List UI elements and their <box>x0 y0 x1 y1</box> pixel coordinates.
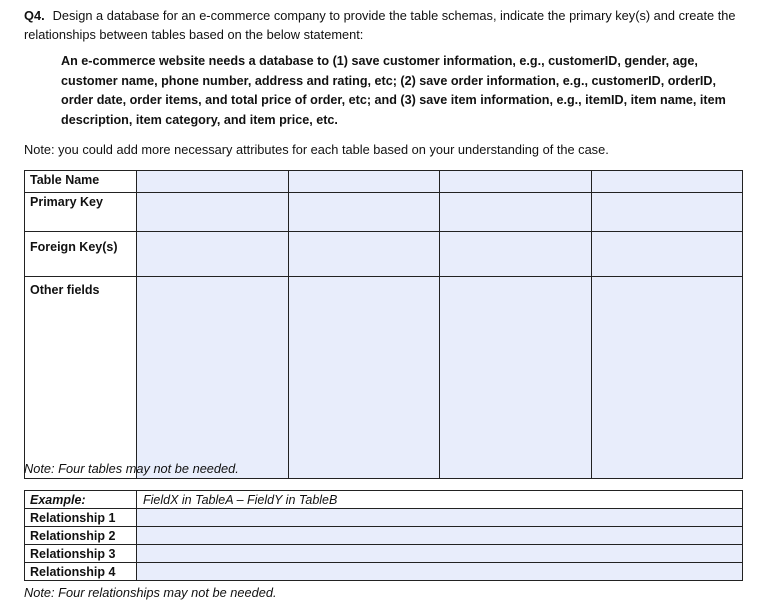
relationship-cell-1[interactable] <box>137 509 743 527</box>
relationships-grid <box>24 490 743 581</box>
relationship-label-3: Relationship 3 <box>25 545 137 563</box>
other-fields-cell-3[interactable] <box>440 277 592 479</box>
primary-key-cell-1[interactable] <box>137 193 289 232</box>
relationship-example-row <box>25 491 743 509</box>
table-row-primary-key <box>25 193 743 232</box>
other-fields-cell-4[interactable] <box>591 277 743 479</box>
table-name-cell-4[interactable] <box>591 171 743 193</box>
note-attributes: Note: you could add more necessary attributes for each table based on your understanding of the case. <box>24 142 609 157</box>
primary-key-cell-2[interactable] <box>288 193 440 232</box>
note-relationships: Note: Four relationships may not be needed. <box>24 585 277 600</box>
relationship-label-1: Relationship 1 <box>25 509 137 527</box>
other-fields-cell-2[interactable] <box>288 277 440 479</box>
table-schema-grid <box>24 170 743 479</box>
other-fields-cell-1[interactable] <box>137 277 289 479</box>
relationship-row-2 <box>25 527 743 545</box>
question-number: Q4. <box>24 8 45 23</box>
foreign-key-cell-1[interactable] <box>137 232 289 277</box>
relationship-cell-4[interactable] <box>137 563 743 581</box>
table-row-other-fields <box>25 277 743 479</box>
example-label: Example: <box>25 491 137 509</box>
relationship-row-1 <box>25 509 743 527</box>
foreign-key-cell-4[interactable] <box>591 232 743 277</box>
table-row-table-name <box>25 171 743 193</box>
label-table-name: Table Name <box>25 171 137 193</box>
table-name-cell-3[interactable] <box>440 171 592 193</box>
case-statement: An e-commerce website needs a database to (1) save customer information, e.g., customerID, gender, age, customer name, phone number, address and rating, etc; (2) save order information, e.g., customerID, orderID, order date, order items, and total price of order, etc; and (3) save item information, e.g., itemID, item name, item description, item category, and item price, etc. <box>61 54 726 127</box>
relationship-row-4 <box>25 563 743 581</box>
relationship-cell-3[interactable] <box>137 545 743 563</box>
label-other-fields: Other fields <box>25 277 137 479</box>
question-prompt <box>24 6 754 44</box>
relationship-label-4: Relationship 4 <box>25 563 137 581</box>
label-primary-key: Primary Key <box>25 193 137 232</box>
table-name-cell-2[interactable] <box>288 171 440 193</box>
foreign-key-cell-3[interactable] <box>440 232 592 277</box>
relationship-cell-2[interactable] <box>137 527 743 545</box>
primary-key-cell-3[interactable] <box>440 193 592 232</box>
relationship-row-3 <box>25 545 743 563</box>
example-value: FieldX in TableA – FieldY in TableB <box>137 491 743 509</box>
note-tables: Note: Four tables may not be needed. <box>24 461 239 476</box>
table-row-foreign-keys <box>25 232 743 277</box>
table-name-cell-1[interactable] <box>137 171 289 193</box>
primary-key-cell-4[interactable] <box>591 193 743 232</box>
question-text: Design a database for an e-commerce company to provide the table schemas, indicate the primary key(s) and create the relationships between tables based on the below statement: <box>24 8 736 42</box>
label-foreign-keys: Foreign Key(s) <box>25 232 137 277</box>
foreign-key-cell-2[interactable] <box>288 232 440 277</box>
relationship-label-2: Relationship 2 <box>25 527 137 545</box>
